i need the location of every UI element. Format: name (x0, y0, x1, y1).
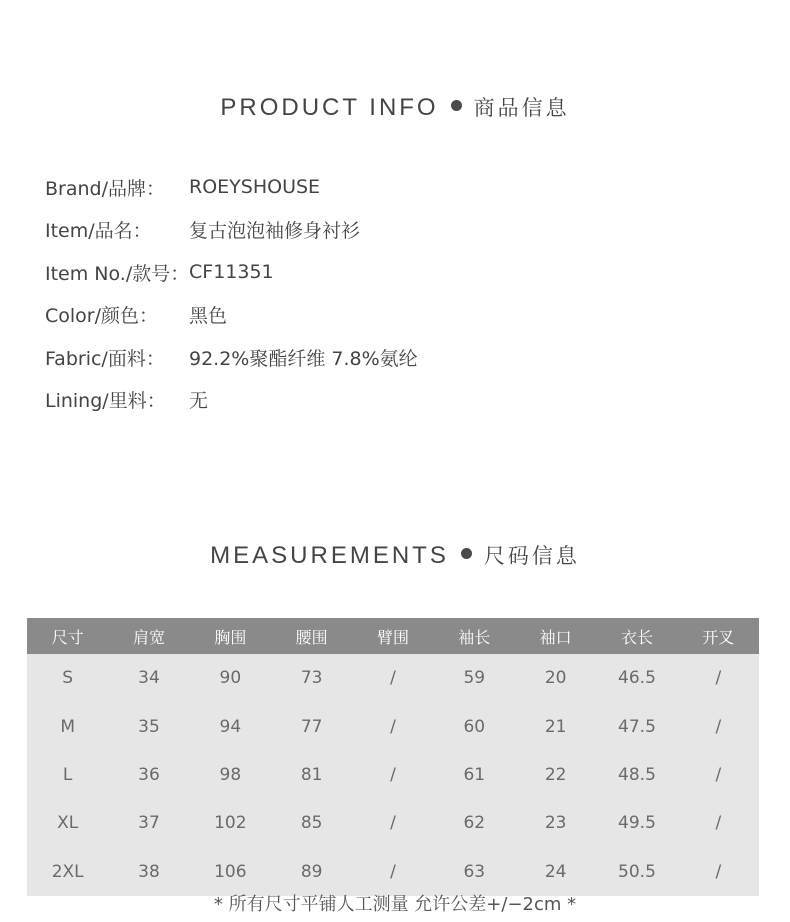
table-cell: 36 (108, 751, 189, 799)
info-label: Item/品名： (45, 220, 152, 243)
table-cell: 98 (190, 751, 271, 799)
info-row-item (45, 209, 745, 252)
table-cell: 62 (434, 799, 515, 847)
table-cell: 85 (271, 799, 352, 847)
table-cell: 48.5 (596, 751, 677, 799)
header-cell: 袖口 (515, 618, 596, 654)
table-cell: / (352, 799, 433, 847)
table-cell: / (678, 799, 759, 847)
header-cell: 肩宽 (108, 618, 189, 654)
table-cell: 90 (190, 654, 271, 702)
table-cell: 23 (515, 799, 596, 847)
info-row-lining (45, 379, 745, 422)
table-cell: / (352, 751, 433, 799)
table-cell: L (27, 751, 108, 799)
bullet-dot-icon (461, 548, 472, 559)
header-cell: 尺寸 (27, 618, 108, 654)
table-cell: 61 (434, 751, 515, 799)
product-info-list (45, 166, 745, 421)
info-row-fabric (45, 336, 745, 379)
info-row-item-no (45, 251, 745, 294)
table-cell: 24 (515, 848, 596, 896)
measurements-title (0, 540, 790, 570)
measurements-title-cn: 尺码信息 (483, 544, 580, 568)
table-cell: 20 (515, 654, 596, 702)
header-cell: 衣长 (596, 618, 677, 654)
info-value: ROEYSHOUSE (189, 176, 321, 199)
table-cell: 77 (271, 702, 352, 750)
table-cell: / (678, 751, 759, 799)
table-cell: 21 (515, 702, 596, 750)
table-row (27, 654, 759, 702)
table-cell: / (352, 654, 433, 702)
table-cell: 50.5 (596, 848, 677, 896)
table-cell: 49.5 (596, 799, 677, 847)
info-label: Lining/里料： (45, 390, 166, 413)
table-cell: / (678, 654, 759, 702)
table-cell: 22 (515, 751, 596, 799)
bullet-dot-icon (451, 100, 462, 111)
product-info-title-en: PRODUCT INFO (220, 94, 439, 121)
table-cell: 46.5 (596, 654, 677, 702)
size-table (27, 618, 759, 896)
table-cell: 59 (434, 654, 515, 702)
table-header-row (27, 618, 759, 654)
table-cell: / (352, 702, 433, 750)
info-label: Item No./款号： (45, 262, 190, 285)
table-cell: 34 (108, 654, 189, 702)
table-cell: 63 (434, 848, 515, 896)
info-row-color (45, 294, 745, 337)
table-cell: 38 (108, 848, 189, 896)
info-value: 92.2%聚酯纤维 7.8%氨纶 (189, 347, 418, 370)
info-label: Brand/品牌： (45, 177, 165, 200)
table-cell: 89 (271, 848, 352, 896)
header-cell: 臂围 (352, 618, 433, 654)
table-row (27, 751, 759, 799)
table-row (27, 799, 759, 847)
table-row (27, 702, 759, 750)
table-cell: 106 (190, 848, 271, 896)
product-info-title (0, 92, 790, 122)
table-cell: 60 (434, 702, 515, 750)
table-cell: 73 (271, 654, 352, 702)
table-cell: 37 (108, 799, 189, 847)
product-info-title-cn: 商品信息 (473, 96, 570, 120)
measurements-title-en: MEASUREMENTS (210, 542, 449, 569)
info-value: 复古泡泡袖修身衬衫 (189, 220, 361, 243)
table-cell: / (678, 848, 759, 896)
info-value: CF11351 (189, 261, 274, 284)
table-cell: / (352, 848, 433, 896)
header-cell: 开叉 (678, 618, 759, 654)
header-cell: 袖长 (434, 618, 515, 654)
table-cell: M (27, 702, 108, 750)
header-cell: 胸围 (190, 618, 271, 654)
table-cell: 47.5 (596, 702, 677, 750)
table-cell: 94 (190, 702, 271, 750)
table-cell: 2XL (27, 848, 108, 896)
info-row-brand (45, 166, 745, 209)
measurement-footnote: * 所有尺寸平铺人工测量 允许公差+/−2cm * (213, 894, 577, 915)
table-cell: S (27, 654, 108, 702)
table-cell: 102 (190, 799, 271, 847)
info-label: Color/颜色： (45, 305, 159, 328)
table-row (27, 848, 759, 896)
table-cell: / (678, 702, 759, 750)
info-label: Fabric/面料： (45, 347, 165, 370)
header-cell: 腰围 (271, 618, 352, 654)
info-value: 无 (189, 390, 209, 413)
table-cell: XL (27, 799, 108, 847)
table-cell: 35 (108, 702, 189, 750)
info-value: 黑色 (189, 305, 228, 328)
table-cell: 81 (271, 751, 352, 799)
